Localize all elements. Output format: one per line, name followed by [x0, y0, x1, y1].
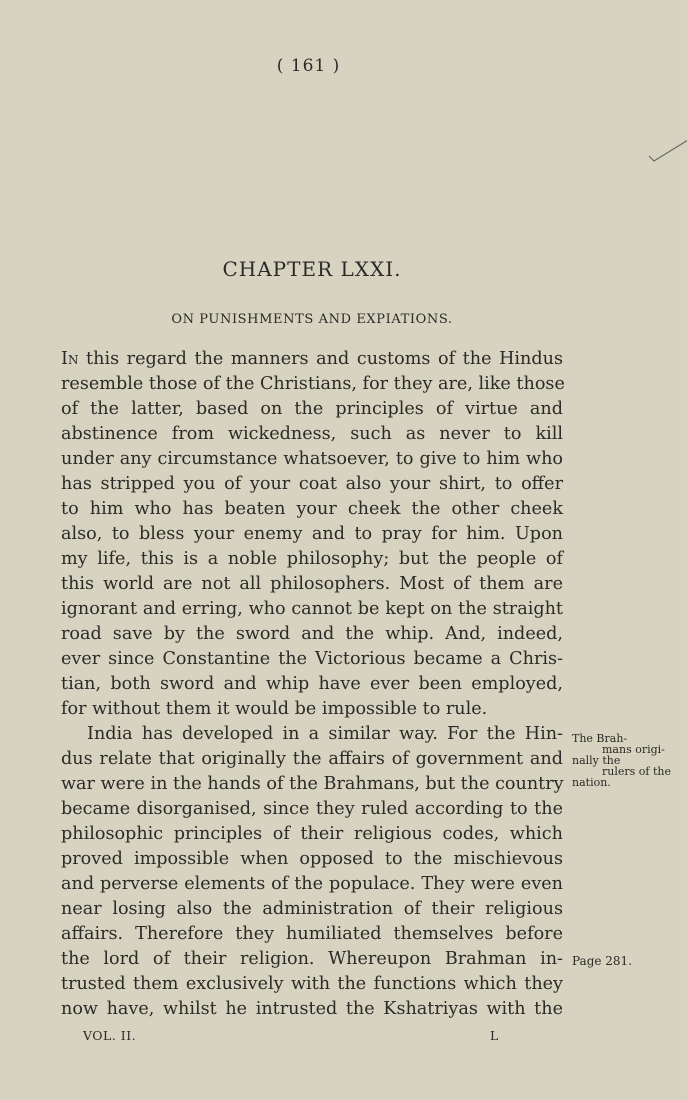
body-line: India has developed in a similar way. For the Hin- — [87, 724, 563, 744]
body-line: my life, this is a noble philosophy; but the people of — [61, 549, 563, 569]
body-line: tian, both sword and whip have ever been employed, — [61, 674, 563, 694]
body-line: for without them it would be impossible to rule. — [61, 699, 488, 719]
body-line: of the latter, based on the principles of virtue and — [61, 399, 563, 419]
chapter-title: CHAPTER LXXI. — [222, 257, 402, 281]
body-line: under any circumstance whatsoever, to give to him who — [61, 449, 563, 469]
body-line: and perverse elements of the populace. They were even — [61, 874, 563, 894]
body-line: philosophic principles of their religious codes, which — [61, 824, 563, 844]
body-line: the lord of their religion. Whereupon Brahman in- — [61, 949, 563, 969]
body-line: became disorganised, since they ruled according to the — [61, 799, 563, 819]
marginal-line: rulers of the — [602, 765, 671, 778]
chapter-body — [61, 347, 563, 1022]
marginal-line: The Brah- — [572, 732, 628, 745]
body-line: has stripped you of your coat also your shirt, to offer — [61, 474, 563, 494]
body-line: near losing also the administration of their religious — [61, 899, 563, 919]
body-line: ignorant and erring, who cannot be kept on the straight — [61, 599, 563, 619]
body-line: road save by the sword and the whip. And, indeed, — [61, 624, 563, 644]
body-line: proved impossible when opposed to the mischievous — [61, 849, 563, 869]
marginal-line: mans origi- — [602, 743, 665, 756]
body-line — [61, 347, 563, 372]
pencil-check-mark-icon — [645, 136, 687, 164]
body-line-text: this regard the manners and customs of the Hindus — [86, 349, 564, 369]
body-line: resemble those of the Christians, for they are, like those — [61, 374, 565, 394]
body-line: trusted them exclusively with the functions which they — [61, 974, 563, 994]
drop-word: In — [61, 349, 79, 369]
body-line: now have, whilst he intrusted the Kshatriyas with the — [61, 999, 563, 1019]
body-line: also, to bless your enemy and to pray for him. Upon — [61, 524, 563, 544]
body-line: war were in the hands of the Brahmans, but the country — [61, 774, 564, 794]
body-line: ever since Constantine the Victorious became a Chris- — [61, 649, 563, 669]
body-line: dus relate that originally the affairs of government and — [61, 749, 563, 769]
body-line: affairs. Therefore they humiliated themselves before — [61, 924, 563, 944]
marginal-line: nation. — [572, 776, 611, 789]
chapter-subtitle: ON PUNISHMENTS AND EXPIATIONS. — [171, 312, 453, 327]
footer-signature-mark: L — [490, 1028, 499, 1043]
marginal-note-brahmans — [572, 733, 682, 788]
body-line: this world are not all philosophers. Most of them are — [61, 574, 563, 594]
marginal-page-reference: Page 281. — [572, 954, 633, 968]
page-number: ( 161 ) — [276, 56, 341, 76]
marginal-line: nally the — [572, 754, 621, 767]
footer-volume: VOL. II. — [83, 1028, 137, 1043]
body-line: abstinence from wickedness, such as never to kill — [61, 424, 563, 444]
body-line: to him who has beaten your cheek the other cheek — [61, 499, 563, 519]
